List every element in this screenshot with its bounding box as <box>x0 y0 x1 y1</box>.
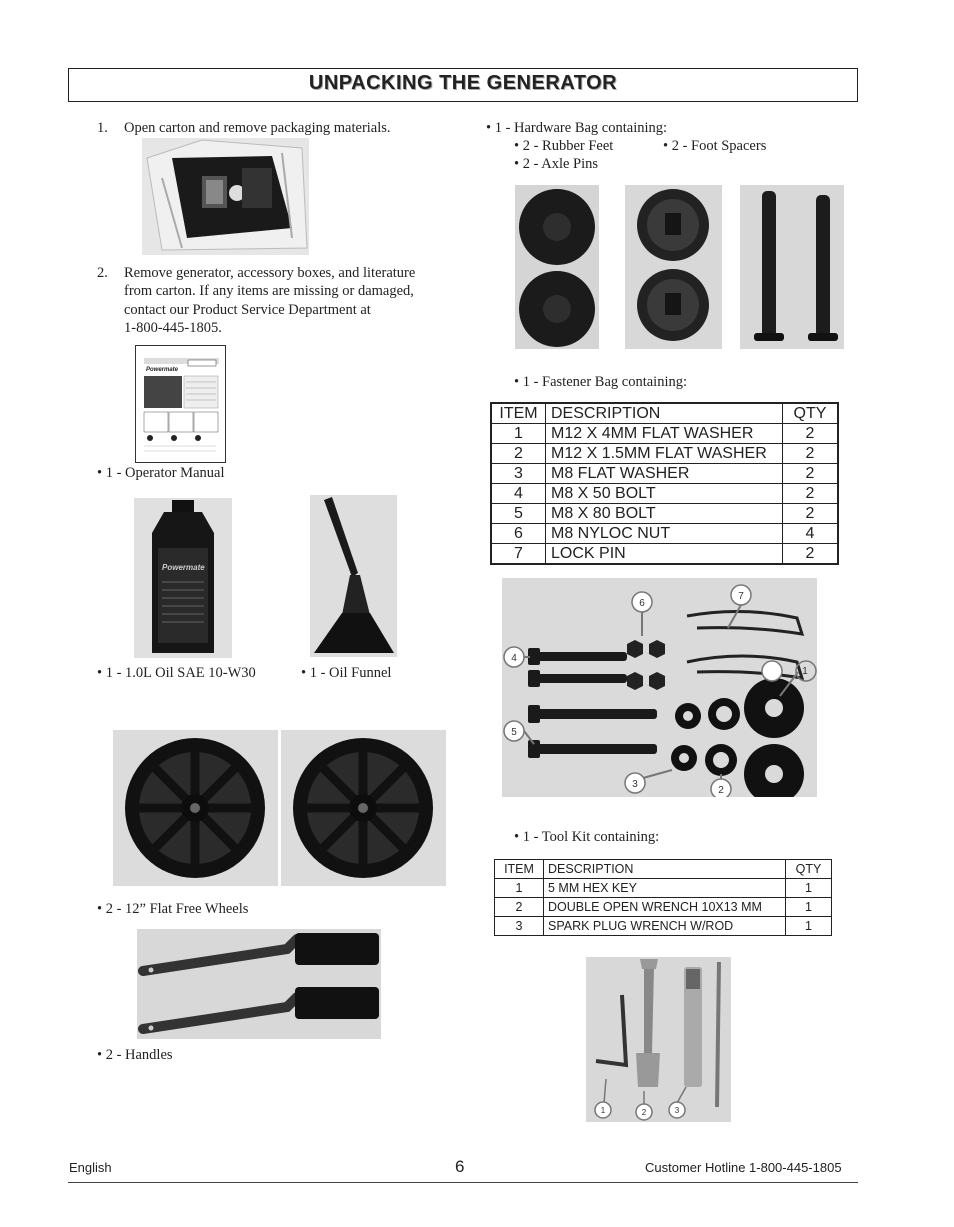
cell-description: 5 MM HEX KEY <box>544 879 786 898</box>
cell-item: 1 <box>495 879 544 898</box>
step-1-number: 1. <box>97 120 108 136</box>
step-2-line-2: from carton. If any items are missing or damaged, <box>124 283 414 299</box>
cell-item: 5 <box>491 504 546 524</box>
tool-callout-1: 1 <box>600 1106 606 1115</box>
cell-qty: 2 <box>783 544 839 565</box>
cell-qty: 2 <box>783 484 839 504</box>
table-row <box>495 879 832 898</box>
cell-description: M8 FLAT WASHER <box>546 464 783 484</box>
tool-callout-2: 2 <box>641 1108 647 1117</box>
callout-6: 6 <box>639 598 645 609</box>
table-header-row <box>495 860 832 879</box>
step-2-number: 2. <box>97 265 108 281</box>
page-title: UNPACKING THE GENERATOR <box>308 72 618 94</box>
header-description: DESCRIPTION <box>544 860 786 879</box>
step-1-text: Open carton and remove packaging materials. <box>124 120 391 136</box>
item-oil: • 1 - 1.0L Oil SAE 10-W30 <box>97 665 256 681</box>
fastener-bag-heading: • 1 - Fastener Bag containing: <box>514 374 687 390</box>
footer-hotline: Customer Hotline 1-800-445-1805 <box>645 1160 842 1175</box>
cell-description: LOCK PIN <box>546 544 783 565</box>
oil-brand-logo: Powermate <box>162 563 205 572</box>
cell-item: 1 <box>491 424 546 444</box>
header-description: DESCRIPTION <box>546 403 783 424</box>
cell-item: 4 <box>491 484 546 504</box>
cell-item: 7 <box>491 544 546 565</box>
table-row <box>491 484 838 504</box>
table-row <box>491 424 838 444</box>
wheel-photo-left <box>113 730 278 886</box>
cell-qty: 2 <box>783 424 839 444</box>
item-handles: • 2 - Handles <box>97 1047 173 1063</box>
table-row <box>495 898 832 917</box>
cell-item: 3 <box>495 917 544 936</box>
table-header-row <box>491 403 838 424</box>
foot-spacers-photo <box>625 185 722 349</box>
cell-qty: 1 <box>786 917 832 936</box>
axle-pins-photo <box>740 185 844 349</box>
cell-qty: 2 <box>783 444 839 464</box>
cell-qty: 2 <box>783 504 839 524</box>
tool-kit-photo <box>586 957 731 1122</box>
footer-language: English <box>69 1160 112 1175</box>
item-wheels: • 2 - 12” Flat Free Wheels <box>97 901 249 917</box>
table-row <box>491 444 838 464</box>
cell-item: 2 <box>495 898 544 917</box>
hardware-axle-pins: • 2 - Axle Pins <box>514 156 599 172</box>
cell-qty: 1 <box>786 879 832 898</box>
handles-photo <box>137 929 381 1039</box>
fastener-table <box>490 402 839 565</box>
tool-kit-table <box>494 859 832 936</box>
oil-bottle-photo <box>134 498 232 658</box>
step-2-line-1: Remove generator, accessory boxes, and literature <box>124 265 416 281</box>
header-item: ITEM <box>491 403 546 424</box>
footer-page-number: 6 <box>455 1157 465 1176</box>
rubber-feet-photo <box>515 185 599 349</box>
table-row <box>495 917 832 936</box>
cell-description: M8 NYLOC NUT <box>546 524 783 544</box>
header-qty: QTY <box>786 860 832 879</box>
cell-item: 6 <box>491 524 546 544</box>
tool-callout-3: 3 <box>674 1106 680 1115</box>
hardware-rubber-feet: • 2 - Rubber Feet <box>514 138 614 154</box>
table-row <box>491 524 838 544</box>
carton-photo <box>142 138 309 255</box>
table-row <box>491 464 838 484</box>
cell-description: M12 X 4MM FLAT WASHER <box>546 424 783 444</box>
tool-kit-heading: • 1 - Tool Kit containing: <box>514 829 660 845</box>
cell-item: 2 <box>491 444 546 464</box>
cell-description: SPARK PLUG WRENCH W/ROD <box>544 917 786 936</box>
callout-4: 4 <box>511 653 517 664</box>
cell-description: M8 X 80 BOLT <box>546 504 783 524</box>
cell-description: DOUBLE OPEN WRENCH 10X13 MM <box>544 898 786 917</box>
hardware-foot-spacers: • 2 - Foot Spacers <box>663 138 767 154</box>
footer-divider <box>68 1182 858 1183</box>
callout-2: 2 <box>718 785 724 796</box>
header-qty: QTY <box>783 403 839 424</box>
callout-5: 5 <box>511 727 517 738</box>
item-oil-funnel: • 1 - Oil Funnel <box>301 665 392 681</box>
cell-qty: 2 <box>783 464 839 484</box>
operator-manual-image <box>135 345 226 463</box>
cell-description: M12 X 1.5MM FLAT WASHER <box>546 444 783 464</box>
step-2-line-3: contact our Product Service Department at <box>124 302 371 318</box>
cell-qty: 1 <box>786 898 832 917</box>
oil-funnel-photo <box>310 495 397 657</box>
header-item: ITEM <box>495 860 544 879</box>
item-operator-manual: • 1 - Operator Manual <box>97 465 225 481</box>
table-row <box>491 544 838 565</box>
callout-1: 1 <box>802 666 808 677</box>
callout-3: 3 <box>632 779 638 790</box>
manual-brand-logo: Powermate <box>146 367 179 373</box>
cell-description: M8 X 50 BOLT <box>546 484 783 504</box>
hardware-bag-heading: • 1 - Hardware Bag containing: <box>486 120 668 136</box>
callout-7: 7 <box>738 591 744 602</box>
cell-qty: 4 <box>783 524 839 544</box>
cell-item: 3 <box>491 464 546 484</box>
wheel-photo-right <box>281 730 446 886</box>
section-title-box <box>68 68 858 102</box>
step-2-line-4: 1-800-445-1805. <box>124 320 222 336</box>
fasteners-photo <box>502 578 817 797</box>
table-row <box>491 504 838 524</box>
